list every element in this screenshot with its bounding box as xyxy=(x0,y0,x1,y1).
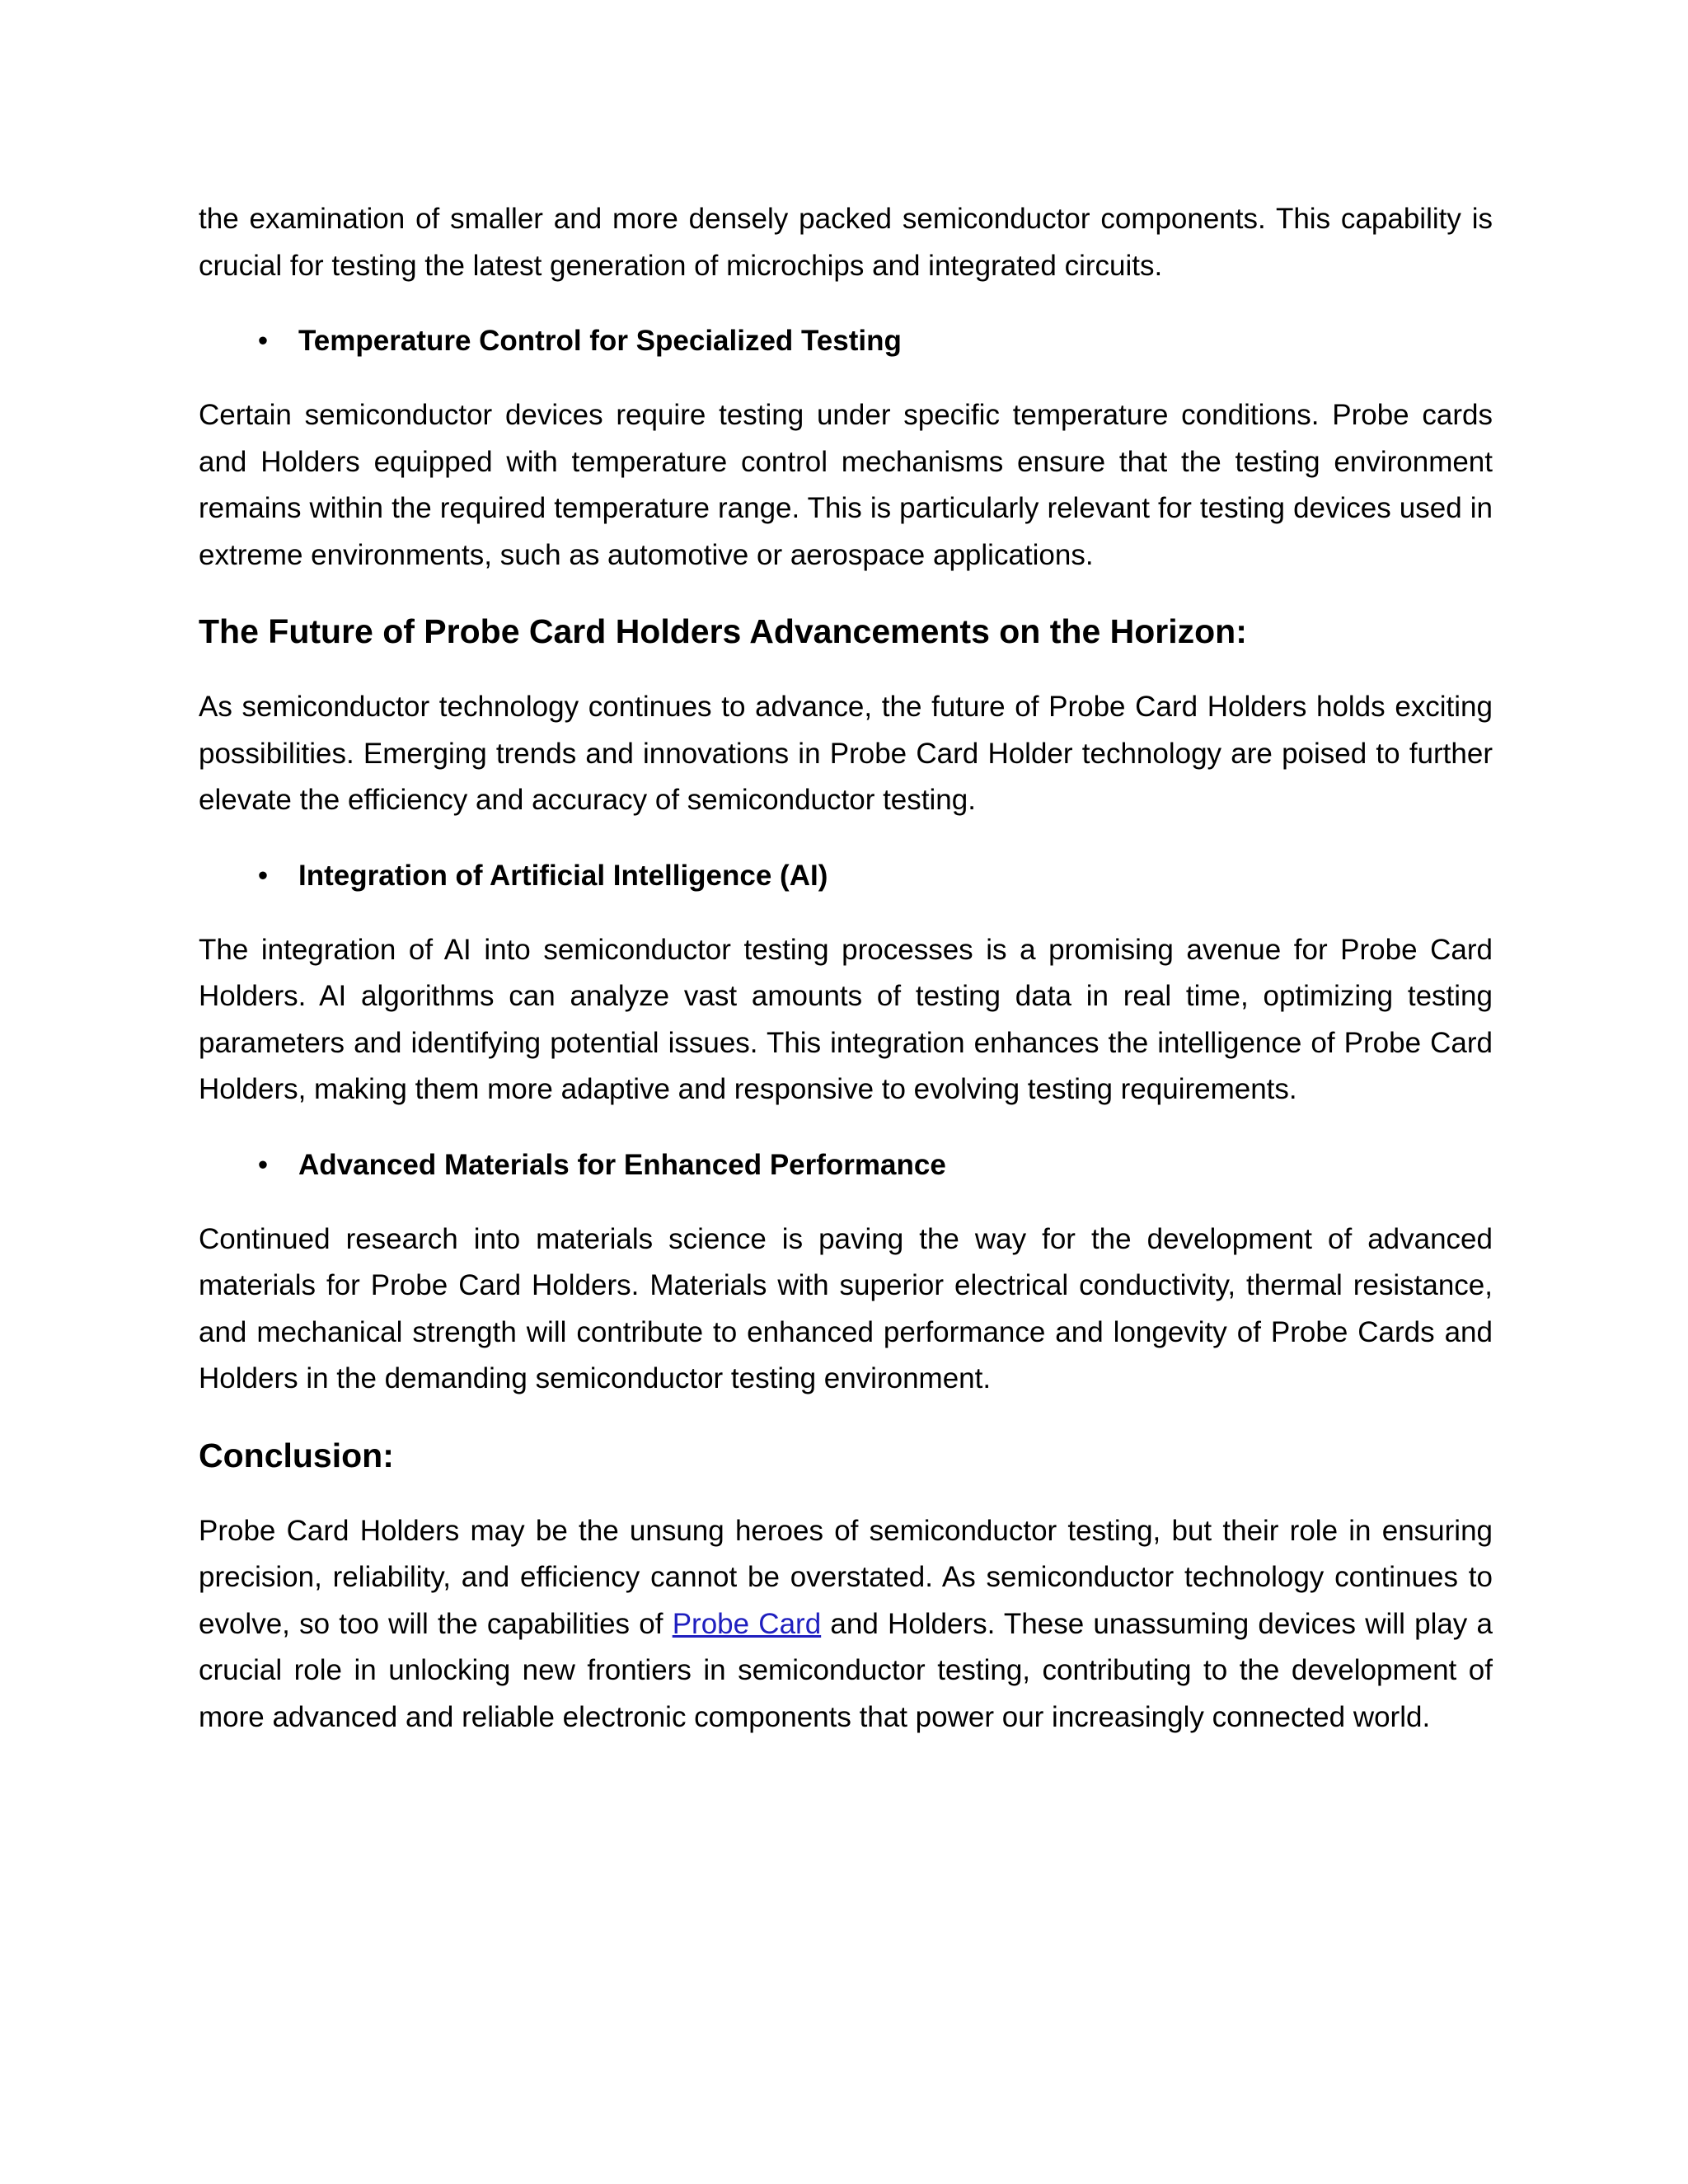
bullet-ai-integration xyxy=(199,853,1493,899)
heading-future: The Future of Probe Card Holders Advancements on the Horizon: xyxy=(199,612,1247,650)
bullet-advanced-materials xyxy=(199,1142,1493,1188)
bullet-label: Temperature Control for Specialized Testing xyxy=(298,325,902,357)
paragraph-conclusion xyxy=(199,1508,1493,1741)
paragraph-future-intro: As semiconductor technology continues to advance, the future of Probe Card Holders holds exciting possibilities. Emerging trends and innovations in Probe Card Holder technology are poised to further elevate the efficiency and accuracy of semiconductor testing. xyxy=(199,691,1493,816)
conclusion-text-end: and Holders. These unassuming devices will play a crucial role in unlocking new frontiers in semiconductor testing, contributing to the development of more advanced and reliable electronic components that power our increasingly connected world. xyxy=(199,1607,1493,1733)
heading-conclusion: Conclusion: xyxy=(199,1436,394,1474)
conclusion-text-start: Probe Card Holders may be the unsung heroes of semiconductor testing, but their role in ensuring precision, reliability, and efficiency cannot be overstated. As semiconductor technology continues to evolve, so too will the capabilities of xyxy=(199,1514,1493,1640)
bullet-dot-icon: • xyxy=(257,1148,269,1181)
bullet-temperature-control xyxy=(199,318,1493,364)
bullet-label: Integration of Artificial Intelligence (AI) xyxy=(298,859,828,892)
paragraph-ai: The integration of AI into semiconductor testing processes is a promising avenue for Probe Card Holders. AI algorithms can analyze vast amounts of testing data in real time, optimizing testing parameters and identifying potential issues. This integration enhances the intelligence of Probe Card Holders, making them more adaptive and responsive to evolving testing requirements. xyxy=(199,933,1493,1105)
bullet-label: Advanced Materials for Enhanced Performance xyxy=(298,1148,946,1181)
paragraph-temperature: Certain semiconductor devices require testing under specific temperature conditions. Probe cards and Holders equipped with temperature control mechanisms ensure that the testing environment remains within the required temperature range. This is particularly relevant for testing devices used in extreme environments, such as automotive or aerospace applications. xyxy=(199,399,1493,571)
bullet-dot-icon: • xyxy=(257,859,269,892)
bullet-dot-icon: • xyxy=(257,325,269,357)
paragraph-intro-continuation: the examination of smaller and more densely packed semiconductor components. This capability is crucial for testing the latest generation of microchips and integrated circuits. xyxy=(199,203,1493,282)
paragraph-materials: Continued research into materials science is paving the way for the development of advanced materials for Probe Card Holders. Materials with superior electrical conductivity, thermal resistance, and mechanical strength will contribute to enhanced performance and longevity of Probe Cards and Holders in the demanding semiconductor testing environment. xyxy=(199,1222,1493,1394)
document-content xyxy=(199,196,1493,1741)
probe-card-link[interactable]: Probe Card xyxy=(672,1607,822,1640)
